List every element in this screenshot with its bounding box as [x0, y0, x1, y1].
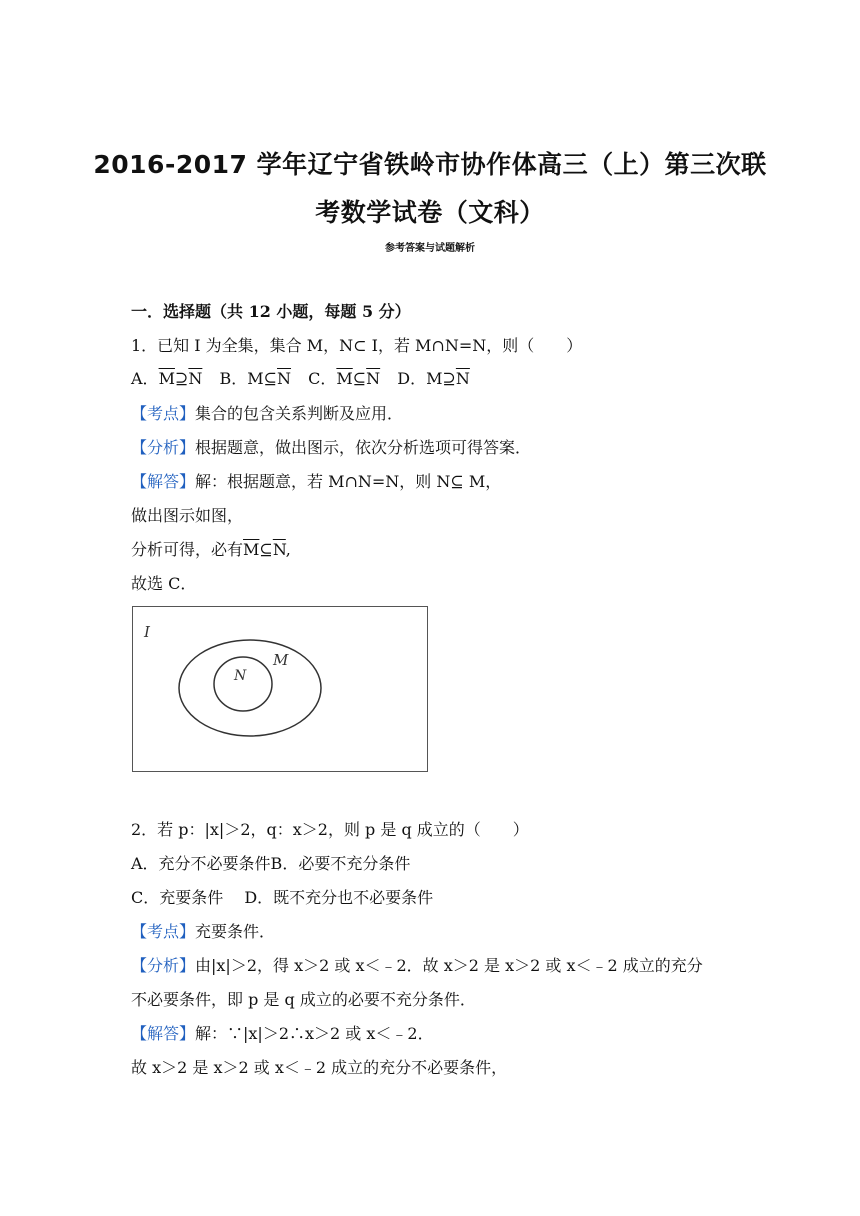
venn-svg: [133, 607, 429, 773]
q1-option-b: B．$M⊆\overline{N}$: [219, 369, 292, 388]
kaodian-tag: 【考点】: [131, 404, 196, 423]
jieda-text: 解：根据题意，若 M∩N=N，则 N⊆ M，: [195, 472, 502, 491]
document-title-line-2: 考数学试卷（文科）: [315, 198, 545, 227]
q1-option-c: C．$\overline{M}⊆\overline{N}$: [308, 369, 381, 388]
q1-jieda: [131, 471, 501, 493]
q1-kaodian: [131, 403, 403, 425]
q1-answer: 故选 C．: [131, 574, 197, 593]
q1-stem: 1．已知 I 为全集，集合 M，N⊂ I，若 M∩N=N，则（ ）: [131, 336, 583, 355]
q2-fenxi-continued: 不必要条件，即 p 是 q 成立的必要不充分条件．: [131, 990, 476, 1009]
q2-options-line-2: C．充要条件 D．既不充分也不必要条件: [131, 888, 434, 907]
q2-options-line-1: A．充分不必要条件B．必要不充分条件: [131, 854, 411, 873]
q2-kaodian: [131, 921, 275, 943]
fenxi-tag: 【分析】: [131, 956, 196, 975]
q2-jieda: [131, 1023, 434, 1045]
q2-last-line: 故 x＞2 是 x＞2 或 x＜﹣2 成立的充分不必要条件，: [131, 1058, 508, 1077]
jieda-tag: 【解答】: [131, 1024, 196, 1043]
q1-option-a: A．$\overline{M}⊇\overline{N}$: [131, 369, 203, 388]
jieda-text: 解：∵|x|＞2∴x＞2 或 x＜﹣2．: [195, 1024, 434, 1043]
fenxi-text: 根据题意，做出图示，依次分析选项可得答案．: [195, 438, 532, 457]
set-m-ellipse: [179, 640, 321, 736]
kaodian-text: 集合的包含关系判断及应用．: [195, 404, 404, 423]
label-m: M: [273, 651, 289, 669]
kaodian-tag: 【考点】: [131, 922, 196, 941]
kaodian-text: 充要条件．: [195, 922, 276, 941]
document-subtitle: 参考答案与试题解析: [385, 243, 475, 254]
fenxi-text: 由|x|＞2，得 x＞2 或 x＜﹣2．故 x＞2 是 x＞2 或 x＜﹣2 成立的充分: [195, 956, 703, 975]
q1-option-d: D．$M⊇\overline{N}$: [397, 369, 470, 388]
jieda-tag: 【解答】: [131, 472, 196, 491]
q2-fenxi: [131, 955, 703, 977]
q1-options: [131, 368, 482, 390]
q1-draw-line: 做出图示如图，: [131, 506, 244, 525]
q1-analysis-line: 分析可得，必有$\overline{M}⊆\overline{N}$,: [131, 540, 291, 559]
label-n: N: [234, 668, 247, 684]
document-title-line-1: 2016-2017 学年辽宁省铁岭市协作体高三（上）第三次联: [93, 150, 767, 179]
venn-diagram: [132, 606, 428, 772]
q2-stem: 2．若 p：|x|＞2，q：x＞2，则 p 是 q 成立的（ ）: [131, 820, 529, 839]
q1-fenxi: [131, 437, 531, 459]
label-i: I: [144, 623, 150, 641]
fenxi-tag: 【分析】: [131, 438, 196, 457]
section-heading: 一．选择题（共 12 小题，每题 5 分）: [131, 302, 411, 321]
set-n-ellipse: [214, 657, 272, 711]
